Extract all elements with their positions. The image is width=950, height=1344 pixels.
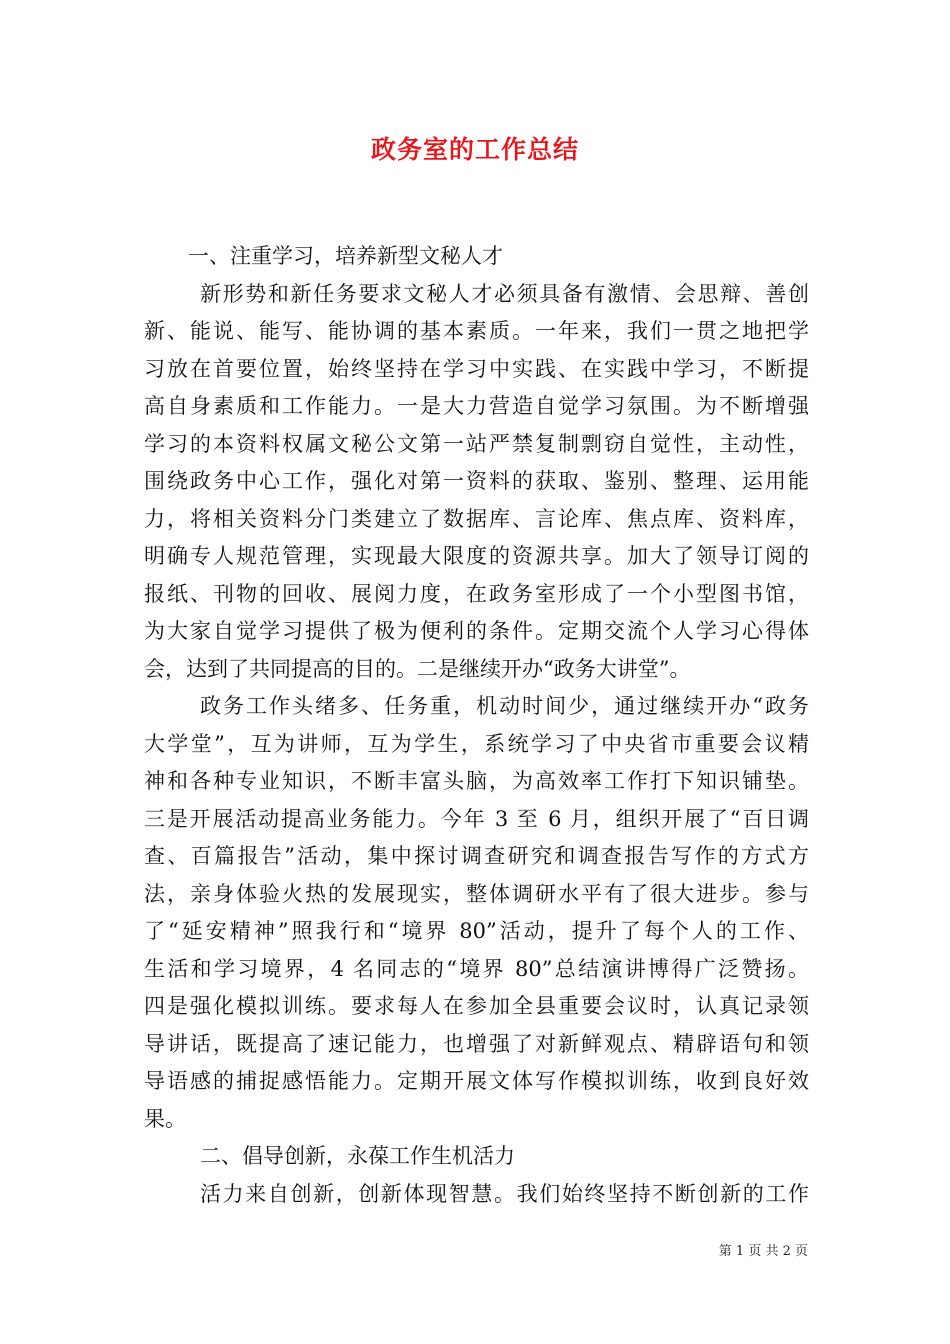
paragraph-line: 报纸、刊物的回收、展阅力度，在政务室形成了一个小型图书馆， <box>144 581 809 606</box>
paragraph-line: 政务工作头绪多、任务重，机动时间少，通过继续开办“政务 <box>200 694 809 718</box>
paragraph-line: 三是开展活动提高业务能力。今年 3 至 6 月，组织开展了“百日调 <box>144 806 809 831</box>
paragraph-line: 大学堂”，互为讲师，互为学生，系统学习了中央省市重要会议精 <box>144 731 809 756</box>
paragraph-line: 查、百篇报告”活动，集中探讨调查研究和调查报告写作的方式方 <box>144 844 809 868</box>
section-heading: 二、倡导创新，永葆工作生机活力 <box>200 1144 515 1168</box>
paragraph-line: 围绕政务中心工作，强化对第一资料的获取、鉴别、整理、运用能 <box>144 469 809 493</box>
document-title: 政务室的工作总结 <box>370 135 579 164</box>
document-body <box>144 238 809 1213</box>
paragraph-line: 四是强化模拟训练。要求每人在参加全县重要会议时，认真记录领 <box>144 994 809 1018</box>
paragraph-line: 导语感的捕捉感悟能力。定期开展文体写作模拟训练，收到良好效 <box>144 1069 809 1093</box>
paragraph-line: 神和各种专业知识，不断丰富头脑，为高效率工作打下知识铺垫。 <box>144 769 809 793</box>
paragraph-line: 导讲话，既提高了速记能力，也增强了对新鲜观点、精辟语句和领 <box>144 1031 809 1056</box>
paragraph-line: 会，达到了共同提高的目的。二是继续开办“政务大讲堂”。 <box>144 656 691 681</box>
page-number-footer: 第 1 页 共 2 页 <box>718 1244 808 1259</box>
paragraph-line: 学习的本资料权属文秘公文第一站严禁复制剽窃自觉性，主动性， <box>144 431 809 456</box>
paragraph-line: 力，将相关资料分门类建立了数据库、言论库、焦点库、资料库， <box>144 506 809 531</box>
paragraph-line: 法，亲身体验火热的发展现实，整体调研水平有了很大进步。参与 <box>144 881 809 906</box>
paragraph-line: 为大家自觉学习提供了极为便利的条件。定期交流个人学习心得体 <box>144 619 809 643</box>
paragraph-line: 新形势和新任务要求文秘人才必须具备有激情、会思辩、善创 <box>200 281 809 306</box>
section-heading: 一、注重学习，培养新型文秘人才 <box>188 244 503 268</box>
paragraph-line: 习放在首要位置，始终坚持在学习中实践、在实践中学习，不断提 <box>144 356 809 381</box>
paragraph-line: 了“延安精神”照我行和“境界 80”活动，提升了每个人的工作、 <box>144 919 809 943</box>
paragraph-line: 果。 <box>144 1106 186 1131</box>
paragraph-line: 明确专人规范管理，实现最大限度的资源共享。加大了领导订阅的 <box>144 544 809 568</box>
paragraph-line: 高自身素质和工作能力。一是大力营造自觉学习氛围。为不断增强 <box>144 394 809 418</box>
paragraph-line: 生活和学习境界，4 名同志的“境界 80”总结演讲博得广泛赞扬。 <box>144 956 809 981</box>
paragraph-line: 活力来自创新，创新体现智慧。我们始终坚持不断创新的工作 <box>200 1181 809 1206</box>
paragraph-line: 新、能说、能写、能协调的基本素质。一年来，我们一贯之地把学 <box>144 319 809 343</box>
